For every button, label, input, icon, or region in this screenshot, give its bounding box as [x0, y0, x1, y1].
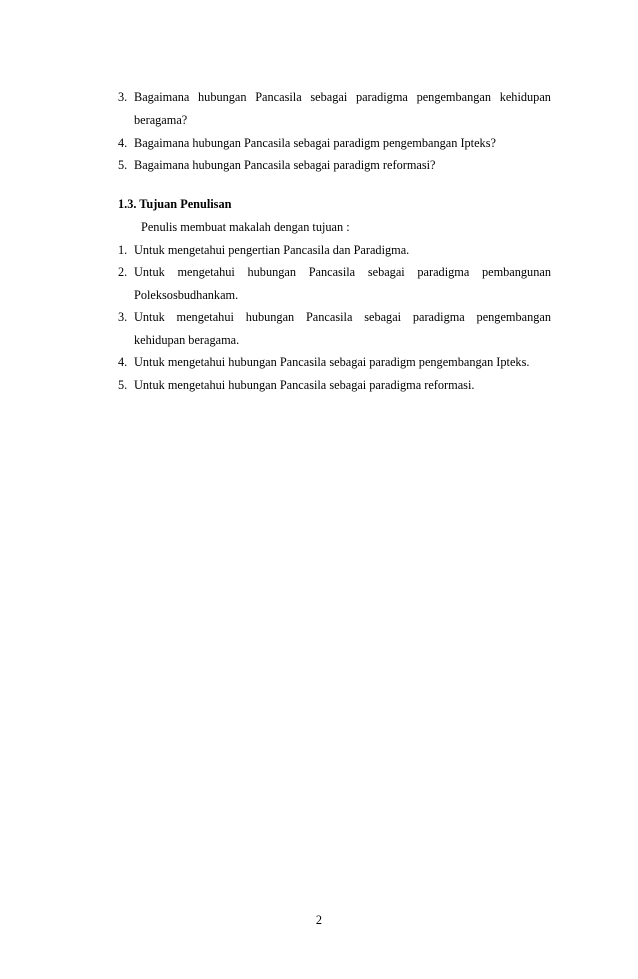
objective-2-number: 2.: [118, 265, 128, 279]
word: Bagaimana: [134, 90, 190, 104]
word: pembangunan: [481, 265, 551, 279]
word: hubungan: [245, 310, 295, 324]
objective-5-text: Untuk mengetahui hubungan Pancasila sebagai paradigma reformasi.: [134, 378, 475, 392]
question-3-line-2: beragama?: [134, 113, 188, 127]
question-3-number: 3.: [118, 90, 128, 104]
word: pengembangan: [416, 90, 491, 104]
word: sebagai: [367, 265, 405, 279]
word: mengetahui: [177, 265, 235, 279]
objective-1-number: 1.: [118, 243, 128, 257]
question-4-text: Bagaimana hubungan Pancasila sebagai paradigm pengembangan Ipteks?: [134, 136, 496, 150]
question-4-number: 4.: [118, 136, 128, 150]
objective-1-text: Untuk mengetahui pengertian Pancasila dan Paradigma.: [134, 243, 410, 257]
section-heading: 1.3. Tujuan Penulisan: [118, 197, 232, 211]
word: hubungan: [198, 90, 247, 104]
word: sebagai: [310, 90, 348, 104]
word: kehidupan: [499, 90, 551, 104]
objective-5-number: 5.: [118, 378, 128, 392]
objective-4-number: 4.: [118, 355, 128, 369]
objective-3-number: 3.: [118, 310, 128, 324]
word: hubungan: [247, 265, 296, 279]
word: Untuk: [134, 310, 165, 324]
objective-4-text: Untuk mengetahui hubungan Pancasila sebagai paradigm pengembangan Ipteks.: [134, 355, 530, 369]
word: paradigma: [355, 90, 408, 104]
question-3-line-1: [134, 89, 551, 105]
word: paradigma: [417, 265, 470, 279]
objective-3-line-1: [134, 309, 551, 325]
word: pengembangan: [476, 310, 551, 324]
objective-3-line-2: kehidupan beragama.: [134, 333, 240, 347]
word: Pancasila: [308, 265, 356, 279]
word: Untuk: [134, 265, 165, 279]
page-number: 2: [315, 913, 323, 927]
objective-2-line-1: [134, 264, 551, 280]
word: sebagai: [364, 310, 402, 324]
question-5-text: Bagaimana hubungan Pancasila sebagai paradigm reformasi?: [134, 158, 436, 172]
word: Pancasila: [305, 310, 353, 324]
objective-2-line-2: Poleksosbudhankam.: [134, 288, 239, 302]
word: mengetahui: [176, 310, 234, 324]
question-5-number: 5.: [118, 158, 128, 172]
section-intro: Penulis membuat makalah dengan tujuan :: [141, 220, 350, 234]
word: Pancasila: [255, 90, 302, 104]
word: paradigma: [412, 310, 465, 324]
